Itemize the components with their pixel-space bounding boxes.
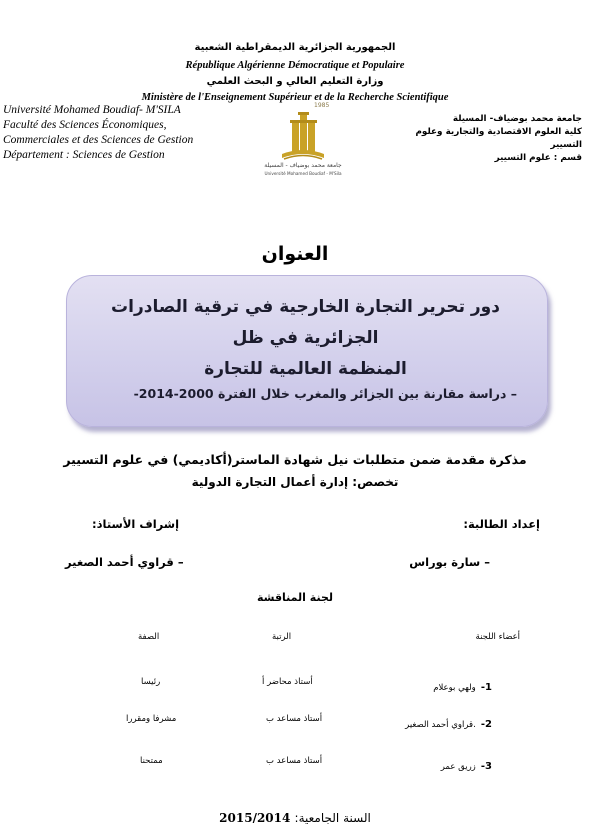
academic-year-label: السنة الجامعية: [294, 811, 371, 825]
member-name: زريق عمر [440, 762, 476, 772]
university-fr-block [3, 103, 243, 163]
table-header-role: الصفة [138, 632, 160, 642]
faculty-fr-line-2: Commerciales et des Sciences de Gestion [3, 134, 194, 146]
table-header-members: أعضاء اللجنة [475, 632, 520, 642]
academic-year-value: 2015/2014 [219, 811, 291, 825]
thesis-title-line-1: دور تحرير التجارة الخارجية في ترقية الصادرات الجزائرية في ظل [111, 297, 500, 348]
member-rank: أستاذ مساعد ب [266, 714, 323, 724]
department-fr-line: Département : Sciences de Gestion [3, 149, 165, 161]
committee-title: لجنة المناقشة [256, 591, 333, 604]
logo-caption-ar: جامعة محمد بوضياف - المسيلة [264, 162, 342, 169]
university-ar-block [392, 113, 582, 165]
member-name: .قراوي أحمد الصغير [405, 720, 476, 730]
republic-ar: الجمهورية الجزائرية الديمقراطية الشعبية [194, 42, 396, 53]
member-role: مشرفا ومقررا [126, 714, 177, 724]
table-header-rank: الرتبة [272, 632, 292, 642]
member-rank: أستاذ محاضر أ [262, 677, 313, 687]
student-name: – سارة بوراس [409, 555, 490, 569]
row-number: 1- [480, 682, 492, 693]
specialty-text: تخصص: إدارة أعمال التجارة الدولية [191, 475, 399, 489]
thesis-title-box [66, 275, 548, 427]
table-row [332, 712, 492, 731]
ministry-fr: Ministère de l'Enseignement Supérieur et de la Recherche Scientifique [141, 92, 449, 103]
republic-fr: République Algérienne Démocratique et Populaire [185, 60, 405, 71]
member-name: ولهي بوعلام [433, 683, 476, 693]
prepared-by-label: إعداد الطالبة: [463, 517, 540, 531]
thesis-title-line-2: المنظمة العالمية للتجارة [204, 359, 407, 379]
university-ar-line: جامعة محمد بوضياف- المسيلة [452, 114, 582, 124]
university-fr-line: Université Mohamed Boudiaf- M'SILA [3, 104, 181, 116]
faculty-fr-line: Faculté des Sciences Économiques, [3, 119, 167, 131]
logo-year: 1985 [314, 102, 330, 109]
table-row [352, 754, 492, 773]
member-rank: أستاذ مساعد ب [266, 756, 323, 766]
supervisor-label: إشراف الأستاذ: [92, 517, 180, 531]
row-number: 3- [480, 761, 492, 772]
thesis-subtitle: – دراسة مقارنة بين الجزائر والمغرب خلال الفترة 2000-2014- [133, 386, 517, 401]
member-role: ممتحنا [140, 756, 163, 766]
ministry-ar: وزارة التعليم العالي و البحث العلمي [206, 76, 384, 87]
memo-text: مذكرة مقدمة ضمن متطلبات نيل شهادة الماستر(أكاديمي) في علوم التسيير [63, 452, 527, 467]
department-ar-line: قسم : علوم التسيير [494, 153, 582, 163]
table-row [352, 675, 492, 694]
thesis-title [78, 292, 533, 385]
university-logo-icon [264, 100, 342, 180]
member-role: رئيسا [141, 677, 161, 687]
supervisor-name: – قراوي أحمد الصغير [65, 555, 184, 569]
title-heading: العنوان [261, 243, 329, 265]
logo-caption-fr: Université Mohamed Boudiaf - M'Sila [264, 171, 342, 176]
row-number: 2- [480, 719, 492, 730]
academic-year [0, 811, 590, 825]
faculty-ar-line: كلية العلوم الاقتصادية والتجارية وعلوم التسيير [415, 127, 582, 150]
